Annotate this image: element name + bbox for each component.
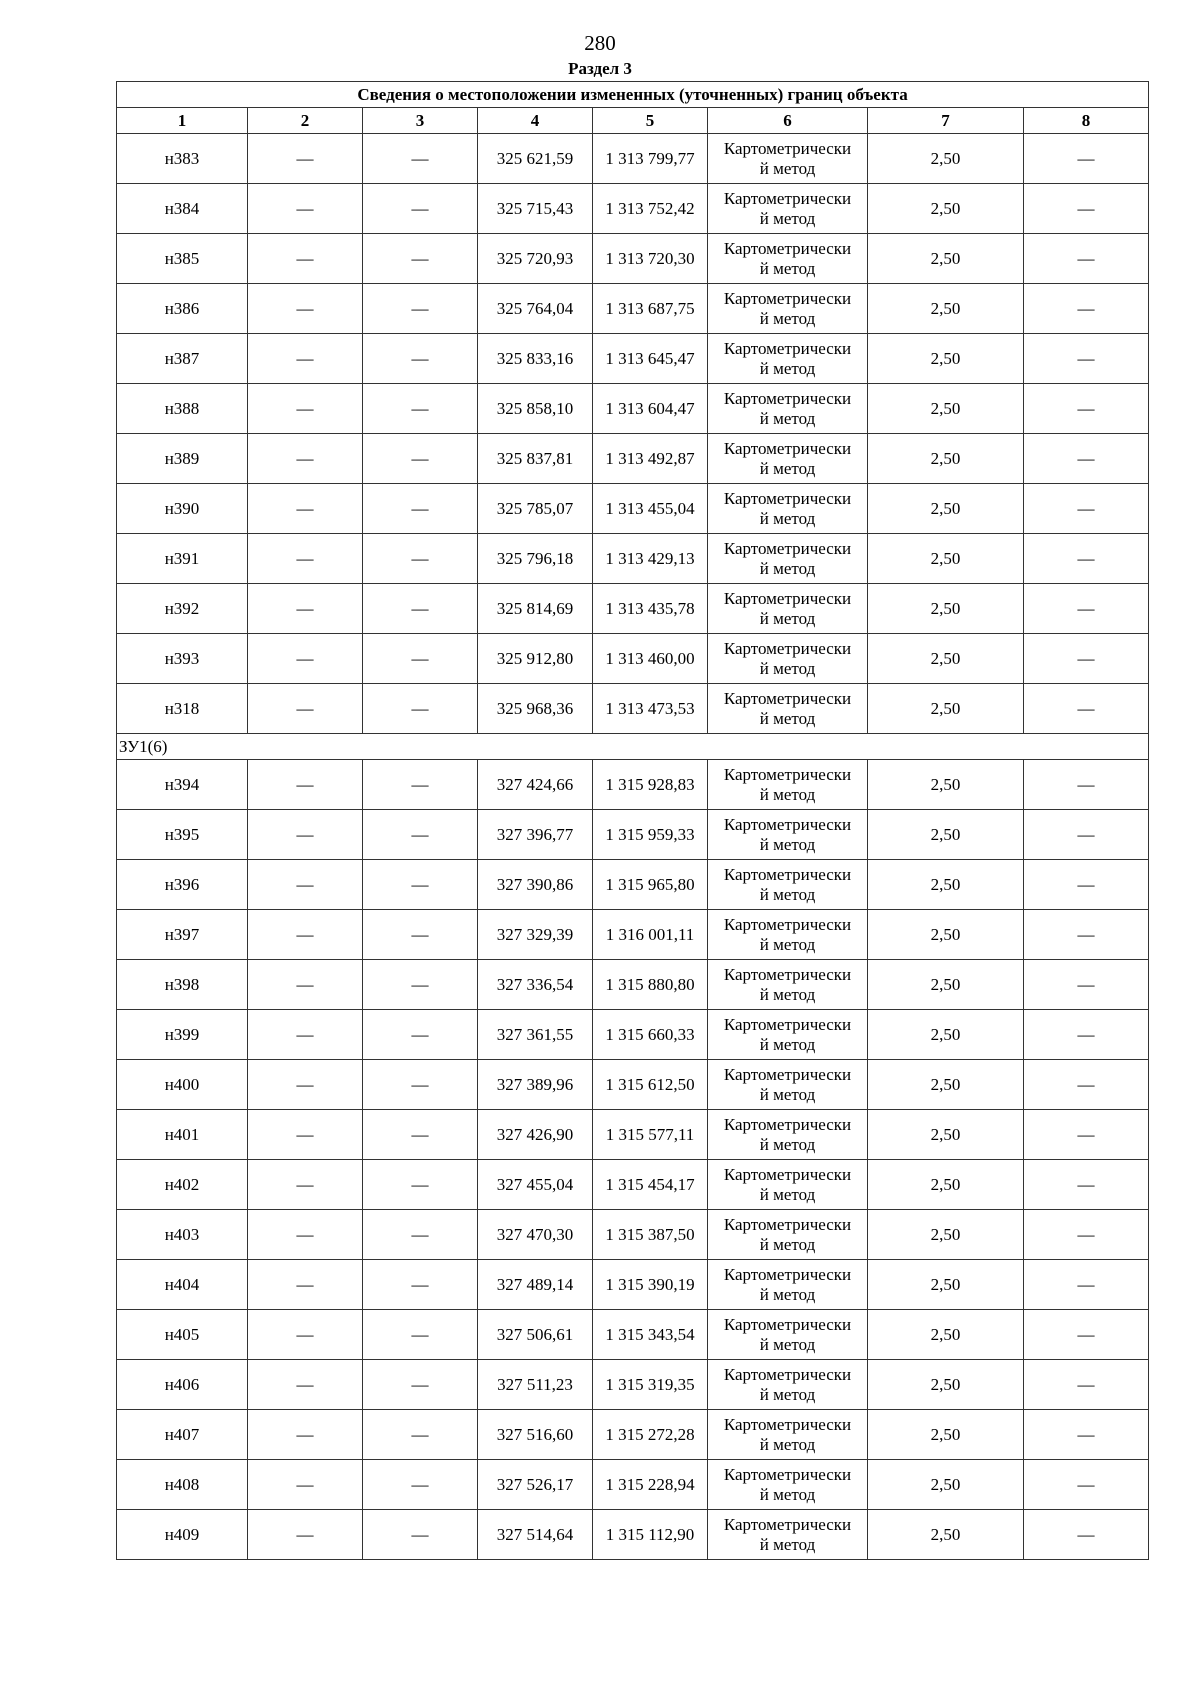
table-cell: —	[248, 860, 363, 910]
table-row	[117, 1210, 1149, 1260]
table-cell: н405	[117, 1310, 248, 1360]
table-cell: 1 315 965,80	[593, 860, 708, 910]
table-cell: —	[363, 634, 478, 684]
table-row	[117, 284, 1149, 334]
table-cell: —	[363, 1210, 478, 1260]
table-cell: Картометрически й метод	[708, 1510, 868, 1560]
table-cell: 325 715,43	[478, 184, 593, 234]
table-cell: 327 329,39	[478, 910, 593, 960]
table-cell: 1 315 454,17	[593, 1160, 708, 1210]
table-cell: —	[363, 684, 478, 734]
table-cell: 2,50	[868, 910, 1024, 960]
table-cell: Картометрически й метод	[708, 684, 868, 734]
table-row	[117, 1160, 1149, 1210]
table-cell: 325 764,04	[478, 284, 593, 334]
table-cell: Картометрически й метод	[708, 634, 868, 684]
table-cell: —	[1024, 1260, 1149, 1310]
table-cell: 1 315 612,50	[593, 1060, 708, 1110]
table-cell: —	[1024, 684, 1149, 734]
table-row	[117, 384, 1149, 434]
table-cell: 327 489,14	[478, 1260, 593, 1310]
table-cell: —	[1024, 910, 1149, 960]
table-cell: 1 315 387,50	[593, 1210, 708, 1260]
table-cell: —	[363, 910, 478, 960]
table-cell: н393	[117, 634, 248, 684]
table-cell: 327 455,04	[478, 1160, 593, 1210]
table-cell: 1 315 272,28	[593, 1410, 708, 1460]
table-cell: 1 315 959,33	[593, 810, 708, 860]
table-row	[117, 1510, 1149, 1560]
table-cell: 327 506,61	[478, 1310, 593, 1360]
table-cell: 325 912,80	[478, 634, 593, 684]
table-cell: —	[248, 484, 363, 534]
table-cell: 327 511,23	[478, 1360, 593, 1410]
table-row	[117, 684, 1149, 734]
table-row	[117, 1410, 1149, 1460]
table-cell: 327 514,64	[478, 1510, 593, 1560]
table-cell: н389	[117, 434, 248, 484]
table-cell: —	[248, 134, 363, 184]
table-cell: —	[363, 534, 478, 584]
table-cell: 2,50	[868, 584, 1024, 634]
table-cell: 325 814,69	[478, 584, 593, 634]
table-cell: —	[248, 184, 363, 234]
table-cell: —	[248, 810, 363, 860]
table-cell: —	[363, 1310, 478, 1360]
table-cell: —	[363, 284, 478, 334]
table-cell: 325 796,18	[478, 534, 593, 584]
table-cell: 327 361,55	[478, 1010, 593, 1060]
table-cell: —	[1024, 1160, 1149, 1210]
table-cell: —	[1024, 810, 1149, 860]
table-cell: —	[1024, 1410, 1149, 1460]
table-cell: —	[1024, 1110, 1149, 1160]
table-row	[117, 910, 1149, 960]
table-cell: 2,50	[868, 1360, 1024, 1410]
column-header: 2	[248, 108, 363, 134]
table-cell: —	[248, 960, 363, 1010]
table-cell: —	[1024, 1510, 1149, 1560]
table-cell: —	[363, 960, 478, 1010]
table-cell: 2,50	[868, 384, 1024, 434]
table-cell: 1 315 112,90	[593, 1510, 708, 1560]
table-cell: Картометрически й метод	[708, 760, 868, 810]
table-row	[117, 810, 1149, 860]
table-cell: 325 621,59	[478, 134, 593, 184]
table-cell: 2,50	[868, 434, 1024, 484]
table-cell: н383	[117, 134, 248, 184]
table-cell: —	[363, 1410, 478, 1460]
table-cell: —	[1024, 284, 1149, 334]
column-header: 1	[117, 108, 248, 134]
table-cell: —	[248, 634, 363, 684]
table-cell: —	[363, 1160, 478, 1210]
column-header: 7	[868, 108, 1024, 134]
table-row	[117, 184, 1149, 234]
table-cell: 1 313 473,53	[593, 684, 708, 734]
table-cell: Картометрически й метод	[708, 284, 868, 334]
table-cell: —	[1024, 134, 1149, 184]
table-cell: н409	[117, 1510, 248, 1560]
table-cell: 1 313 492,87	[593, 434, 708, 484]
table-cell: —	[248, 584, 363, 634]
table-cell: н391	[117, 534, 248, 584]
table-cell: Картометрически й метод	[708, 384, 868, 434]
table-cell: —	[1024, 1360, 1149, 1410]
table-cell: 1 313 687,75	[593, 284, 708, 334]
table-cell: 2,50	[868, 284, 1024, 334]
table-cell: 325 785,07	[478, 484, 593, 534]
table-cell: Картометрически й метод	[708, 810, 868, 860]
table-cell: —	[248, 910, 363, 960]
table-cell: 1 313 460,00	[593, 634, 708, 684]
table-cell: 1 316 001,11	[593, 910, 708, 960]
table-cell: —	[363, 234, 478, 284]
table-cell: —	[1024, 484, 1149, 534]
table-cell: 2,50	[868, 134, 1024, 184]
table-cell: 2,50	[868, 1310, 1024, 1360]
table-row	[117, 1110, 1149, 1160]
table-cell: 2,50	[868, 1010, 1024, 1060]
table-cell: —	[1024, 960, 1149, 1010]
table-cell: Картометрически й метод	[708, 484, 868, 534]
table-cell: н400	[117, 1060, 248, 1110]
column-header: 3	[363, 108, 478, 134]
table-cell: —	[363, 134, 478, 184]
column-header: 8	[1024, 108, 1149, 134]
table-cell: 325 858,10	[478, 384, 593, 434]
table-cell: н403	[117, 1210, 248, 1260]
table-row	[117, 760, 1149, 810]
table-cell: 2,50	[868, 860, 1024, 910]
table-cell: Картометрически й метод	[708, 1160, 868, 1210]
table-cell: н387	[117, 334, 248, 384]
table-cell: 327 396,77	[478, 810, 593, 860]
table-cell: 327 390,86	[478, 860, 593, 910]
table-cell: —	[248, 1460, 363, 1510]
table-cell: —	[363, 1260, 478, 1310]
table-row	[117, 134, 1149, 184]
table-cell: н402	[117, 1160, 248, 1210]
table-row	[117, 960, 1149, 1010]
table-cell: н408	[117, 1460, 248, 1510]
table-cell: н318	[117, 684, 248, 734]
table-cell: н404	[117, 1260, 248, 1310]
table-cell: н401	[117, 1110, 248, 1160]
table-row	[117, 1460, 1149, 1510]
table-cell: Картометрически й метод	[708, 1060, 868, 1110]
table-cell: —	[1024, 1310, 1149, 1360]
table-cell: 1 313 429,13	[593, 534, 708, 584]
table-cell: 1 315 880,80	[593, 960, 708, 1010]
table-cell: —	[248, 1360, 363, 1410]
table-cell: —	[248, 1160, 363, 1210]
table-cell: —	[363, 1460, 478, 1510]
table-cell: —	[1024, 534, 1149, 584]
table-cell: н406	[117, 1360, 248, 1410]
table-cell: 2,50	[868, 1060, 1024, 1110]
table-cell: 1 313 799,77	[593, 134, 708, 184]
table-cell: —	[1024, 434, 1149, 484]
table-cell: Картометрически й метод	[708, 1310, 868, 1360]
table-cell: —	[248, 1210, 363, 1260]
table-cell: —	[248, 1110, 363, 1160]
table-cell: 2,50	[868, 484, 1024, 534]
table-cell: Картометрически й метод	[708, 234, 868, 284]
table-cell: 2,50	[868, 1460, 1024, 1510]
table-cell: —	[1024, 584, 1149, 634]
table-cell: Картометрически й метод	[708, 334, 868, 384]
table-cell: н386	[117, 284, 248, 334]
table-cell: Картометрически й метод	[708, 584, 868, 634]
table-cell: 2,50	[868, 534, 1024, 584]
table-row	[117, 1360, 1149, 1410]
table-cell: н394	[117, 760, 248, 810]
table-cell: 327 470,30	[478, 1210, 593, 1260]
table-row	[117, 1260, 1149, 1310]
table-cell: 327 526,17	[478, 1460, 593, 1510]
table-cell: н395	[117, 810, 248, 860]
table-cell: —	[363, 184, 478, 234]
table-cell: —	[363, 484, 478, 534]
table-cell: Картометрически й метод	[708, 1460, 868, 1510]
table-cell: н396	[117, 860, 248, 910]
table-cell: н399	[117, 1010, 248, 1060]
table-cell: 2,50	[868, 960, 1024, 1010]
table-cell: 325 968,36	[478, 684, 593, 734]
table-cell: Картометрически й метод	[708, 1110, 868, 1160]
table-cell: 1 313 604,47	[593, 384, 708, 434]
table-cell: Картометрически й метод	[708, 434, 868, 484]
table-cell: 327 389,96	[478, 1060, 593, 1110]
table-cell: 2,50	[868, 334, 1024, 384]
table-cell: н392	[117, 584, 248, 634]
table-cell: 2,50	[868, 234, 1024, 284]
table-cell: 1 315 660,33	[593, 1010, 708, 1060]
table-cell: 1 315 228,94	[593, 1460, 708, 1510]
table-cell: —	[1024, 760, 1149, 810]
table-cell: 1 313 435,78	[593, 584, 708, 634]
table-cell: 2,50	[868, 810, 1024, 860]
table-cell: 2,50	[868, 684, 1024, 734]
table-cell: н398	[117, 960, 248, 1010]
table-cell: Картометрически й метод	[708, 1010, 868, 1060]
table-cell: —	[1024, 860, 1149, 910]
table-cell: —	[363, 810, 478, 860]
table-row	[117, 1060, 1149, 1110]
table-cell: 1 313 645,47	[593, 334, 708, 384]
table-cell: —	[248, 284, 363, 334]
table-cell: 1 315 928,83	[593, 760, 708, 810]
table-cell: —	[248, 434, 363, 484]
table-cell: Картометрически й метод	[708, 910, 868, 960]
table-cell: н407	[117, 1410, 248, 1460]
table-row	[117, 234, 1149, 284]
column-header: 6	[708, 108, 868, 134]
table-cell: 327 426,90	[478, 1110, 593, 1160]
table-cell: —	[248, 534, 363, 584]
table-cell: н390	[117, 484, 248, 534]
table-cell: —	[363, 1510, 478, 1560]
table-row	[117, 434, 1149, 484]
table-cell: —	[248, 1260, 363, 1310]
table-cell: Картометрически й метод	[708, 184, 868, 234]
table-cell: —	[1024, 234, 1149, 284]
table-cell: 1 313 455,04	[593, 484, 708, 534]
group-row	[117, 734, 1149, 760]
table-cell: —	[248, 1510, 363, 1560]
table-cell: —	[363, 584, 478, 634]
table-cell: —	[248, 234, 363, 284]
table-cell: Картометрически й метод	[708, 860, 868, 910]
table-cell: 2,50	[868, 1210, 1024, 1260]
table-cell: 1 315 577,11	[593, 1110, 708, 1160]
table-cell: Картометрически й метод	[708, 1210, 868, 1260]
table-cell: 2,50	[868, 1110, 1024, 1160]
table-cell: —	[1024, 1210, 1149, 1260]
table-cell: 1 315 343,54	[593, 1310, 708, 1360]
table-cell: —	[1024, 1010, 1149, 1060]
table-cell: —	[248, 684, 363, 734]
table-caption: Сведения о местоположении измененных (уточненных) границ объекта	[117, 82, 1149, 108]
table-cell: 2,50	[868, 1160, 1024, 1210]
table-cell: 2,50	[868, 1510, 1024, 1560]
table-cell: —	[1024, 634, 1149, 684]
table-cell: —	[1024, 1460, 1149, 1510]
table-cell: —	[1024, 384, 1149, 434]
column-header: 5	[593, 108, 708, 134]
table-cell: —	[1024, 334, 1149, 384]
table-cell: 325 720,93	[478, 234, 593, 284]
table-row	[117, 484, 1149, 534]
table-cell: —	[363, 1010, 478, 1060]
table-cell: Картометрически й метод	[708, 534, 868, 584]
table-row	[117, 534, 1149, 584]
coordinates-table	[116, 81, 1149, 1560]
table-cell: —	[363, 860, 478, 910]
table-row	[117, 1310, 1149, 1360]
table-cell: 327 336,54	[478, 960, 593, 1010]
table-cell: 327 516,60	[478, 1410, 593, 1460]
table-cell: —	[248, 334, 363, 384]
column-header-row	[117, 108, 1149, 134]
page-number: 280	[584, 31, 616, 55]
table-cell: Картометрически й метод	[708, 1360, 868, 1410]
table-row	[117, 584, 1149, 634]
table-cell: Картометрически й метод	[708, 1410, 868, 1460]
table-cell: 2,50	[868, 1260, 1024, 1310]
table-row	[117, 1010, 1149, 1060]
column-header: 4	[478, 108, 593, 134]
table-row	[117, 334, 1149, 384]
table-cell: —	[363, 384, 478, 434]
table-cell: —	[363, 434, 478, 484]
table-cell: 1 313 752,42	[593, 184, 708, 234]
table-cell: —	[363, 1360, 478, 1410]
table-cell: 1 313 720,30	[593, 234, 708, 284]
table-body	[117, 134, 1149, 1560]
table-cell: 2,50	[868, 1410, 1024, 1460]
table-cell: —	[363, 334, 478, 384]
table-cell: н384	[117, 184, 248, 234]
table-cell: —	[248, 1310, 363, 1360]
table-cell: 325 833,16	[478, 334, 593, 384]
table-cell: 327 424,66	[478, 760, 593, 810]
table-cell: —	[363, 760, 478, 810]
table-cell: Картометрически й метод	[708, 960, 868, 1010]
table-cell: Картометрически й метод	[708, 1260, 868, 1310]
table-cell: 325 837,81	[478, 434, 593, 484]
table-cell: н385	[117, 234, 248, 284]
table-cell: Картометрически й метод	[708, 134, 868, 184]
table-cell: 2,50	[868, 760, 1024, 810]
table-cell: —	[363, 1060, 478, 1110]
table-row	[117, 634, 1149, 684]
table-cell: —	[248, 1010, 363, 1060]
table-cell: 2,50	[868, 634, 1024, 684]
table-row	[117, 860, 1149, 910]
table-cell: 2,50	[868, 184, 1024, 234]
table-cell: —	[248, 760, 363, 810]
table-cell: —	[363, 1110, 478, 1160]
table-cell: —	[248, 384, 363, 434]
table-cell: —	[1024, 1060, 1149, 1110]
table-cell: н388	[117, 384, 248, 434]
table-cell: 1 315 319,35	[593, 1360, 708, 1410]
table-cell: н397	[117, 910, 248, 960]
table-cell: —	[248, 1060, 363, 1110]
table-cell: —	[248, 1410, 363, 1460]
group-label: ЗУ1(6)	[117, 734, 1149, 760]
section-title: Раздел 3	[568, 59, 632, 78]
table-cell: 1 315 390,19	[593, 1260, 708, 1310]
table-cell: —	[1024, 184, 1149, 234]
